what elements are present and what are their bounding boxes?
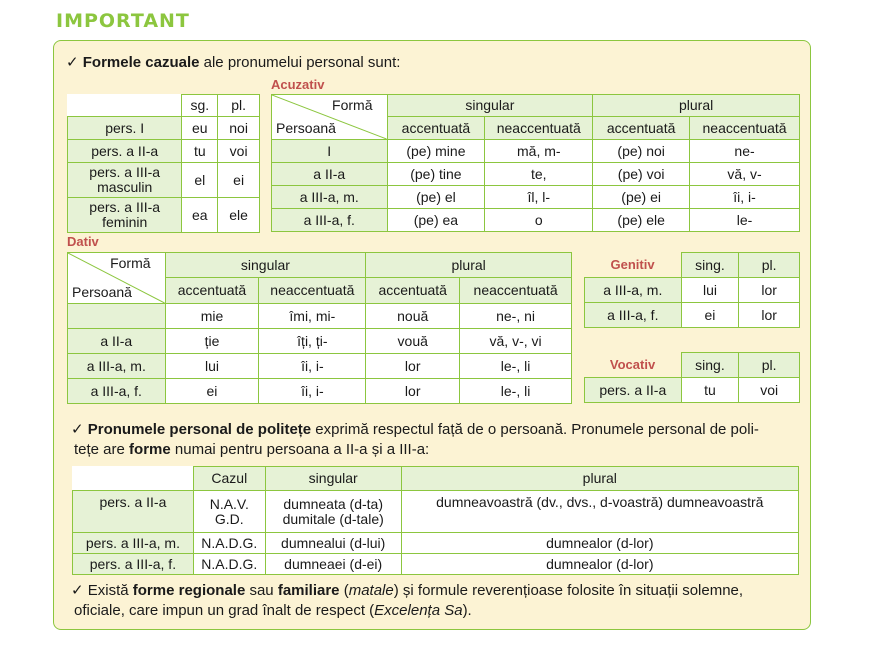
dat-plural-header: plural bbox=[366, 253, 572, 278]
voc-row-person: pers. a II-a bbox=[585, 378, 682, 403]
nom-row-pl: voi bbox=[218, 140, 260, 163]
bullet-politete-line2 bbox=[71, 440, 806, 460]
dat-cell: mie bbox=[165, 304, 259, 329]
nom-row-pl: ele bbox=[218, 198, 260, 233]
bullet-regionale-line2 bbox=[71, 601, 806, 621]
bullet-regionale-text: ) și formule reverențioase folosite în situații solemne, bbox=[393, 582, 744, 599]
bullet-politete-bold2: forme bbox=[129, 441, 171, 458]
acuzativ-table bbox=[271, 94, 800, 232]
acc-cell: ne- bbox=[690, 140, 800, 163]
acuzativ-label: Acuzativ bbox=[271, 77, 325, 92]
vocativ-label-cell bbox=[585, 353, 682, 378]
dat-cell: lor bbox=[366, 354, 460, 379]
bullet-regionale-text: oficiale, care impun un grad înalt de respect ( bbox=[74, 602, 375, 619]
acc-cell: (pe) el bbox=[387, 186, 485, 209]
nom-person-gender: feminin bbox=[102, 214, 148, 230]
acc-sub-header: accentuată bbox=[593, 117, 690, 140]
dat-row-person: a III-a, f. bbox=[68, 379, 166, 404]
vocativ-label: Vocativ bbox=[609, 357, 656, 373]
pol-cazul-line: G.D. bbox=[214, 510, 244, 527]
acc-cell: le- bbox=[690, 209, 800, 232]
check-icon: ✓ bbox=[71, 421, 84, 438]
nom-row-person: pers. I bbox=[68, 117, 182, 140]
bullet-regionale-text: Există bbox=[83, 582, 133, 599]
acc-cell: (pe) noi bbox=[593, 140, 690, 163]
pol-singular-line: dumitale (d-tale) bbox=[282, 510, 384, 527]
nom-row-sg: ea bbox=[182, 198, 218, 233]
check-icon: ✓ bbox=[66, 54, 79, 71]
nom-person-line: pers. a III-a bbox=[89, 199, 161, 215]
gen-row-person: a III-a, f. bbox=[585, 303, 682, 328]
bullet-politete-bold: Pronumele personal de politețe bbox=[87, 421, 312, 438]
gen-h-pl: pl. bbox=[739, 253, 800, 278]
dat-cell: vouă bbox=[366, 329, 460, 354]
acc-sub-header: neaccentuată bbox=[485, 117, 593, 140]
acc-cell: vă, v- bbox=[690, 163, 800, 186]
acc-persoana-label: Persoană bbox=[276, 120, 336, 136]
dat-cell: lui bbox=[165, 354, 259, 379]
pol-singular-line: dumneata (d-ta) bbox=[283, 495, 383, 512]
nom-person-line: pers. a III-a bbox=[89, 164, 161, 180]
bullet-regionale bbox=[71, 581, 806, 621]
pol-cazul-cell: N.A.D.G. bbox=[193, 533, 265, 554]
pol-corner bbox=[73, 467, 194, 491]
pol-h-singular: singular bbox=[265, 467, 401, 491]
dat-persoana-label: Persoană bbox=[72, 284, 132, 300]
bullet-politete-text3: numai pentru persoana a II-a și a III-a: bbox=[170, 441, 430, 458]
bullet-cazuale bbox=[66, 53, 400, 73]
vocativ-table bbox=[584, 352, 800, 403]
acc-sub-header: accentuată bbox=[387, 117, 485, 140]
pol-plural-cell: dumneavoastră (dv., dvs., d-voastră) dumneavoastră bbox=[401, 491, 798, 533]
bullet-regionale-line1 bbox=[71, 581, 806, 601]
pol-plural-cell: dumnealor (d-lor) bbox=[401, 533, 798, 554]
nom-h-pl: pl. bbox=[218, 95, 260, 117]
dat-cell: ei bbox=[165, 379, 259, 404]
acc-cell: (pe) ea bbox=[387, 209, 485, 232]
acc-forma-label: Formă bbox=[332, 97, 373, 113]
dat-cell: le-, li bbox=[460, 379, 572, 404]
genitiv-label: Genitiv bbox=[610, 257, 655, 273]
bullet-cazuale-text: ale pronumelui personal sunt: bbox=[199, 54, 401, 71]
dativ-table bbox=[67, 252, 572, 404]
dat-cell: ne-, ni bbox=[460, 304, 572, 329]
acc-cell: (pe) ele bbox=[593, 209, 690, 232]
nom-person-gender: masculin bbox=[97, 179, 153, 195]
nom-row-sg: tu bbox=[182, 140, 218, 163]
acc-row-person: a III-a, m. bbox=[272, 186, 388, 209]
gen-cell: ei bbox=[681, 303, 739, 328]
bullet-politete-text: exprimă respectul față de o persoană. Pronumele personal de poli- bbox=[311, 421, 759, 438]
bullet-politete-line1 bbox=[71, 420, 806, 440]
bullet-regionale-italic: Excelența Sa bbox=[374, 602, 463, 619]
voc-cell: tu bbox=[681, 378, 739, 403]
acc-row-person: a III-a, f. bbox=[272, 209, 388, 232]
pol-plural-cell: dumnealor (d-lor) bbox=[401, 554, 798, 575]
pol-singular-cell: dumneaei (d-ei) bbox=[265, 554, 401, 575]
dat-cell: îi, i- bbox=[259, 379, 366, 404]
nom-row-pl: noi bbox=[218, 117, 260, 140]
nom-row-person bbox=[68, 198, 182, 233]
pol-h-plural: plural bbox=[401, 467, 798, 491]
dat-sub-header: accentuată bbox=[366, 278, 460, 304]
dat-row-person: a II-a bbox=[68, 329, 166, 354]
acc-cell: (pe) mine bbox=[387, 140, 485, 163]
dat-sub-header: neaccentuată bbox=[259, 278, 366, 304]
voc-h-sing: sing. bbox=[681, 353, 739, 378]
important-heading: IMPORTANT bbox=[56, 10, 190, 32]
dat-row-person: a III-a, m. bbox=[68, 354, 166, 379]
pol-singular-cell: dumnealui (d-lui) bbox=[265, 533, 401, 554]
gen-cell: lui bbox=[681, 278, 739, 303]
nom-row-person: pers. a II-a bbox=[68, 140, 182, 163]
dat-cell: le-, li bbox=[460, 354, 572, 379]
nom-row-sg: el bbox=[182, 163, 218, 198]
pol-row-person: pers. a III-a, f. bbox=[73, 554, 194, 575]
bullet-regionale-bold: familiare bbox=[277, 582, 340, 599]
acc-cell: (pe) ei bbox=[593, 186, 690, 209]
dat-diagonal-header bbox=[68, 253, 166, 304]
bullet-regionale-text: ). bbox=[462, 602, 472, 619]
pol-singular-cell bbox=[265, 491, 401, 533]
acc-cell: îl, l- bbox=[485, 186, 593, 209]
pol-row-person: pers. a III-a, m. bbox=[73, 533, 194, 554]
pol-h-cazul: Cazul bbox=[193, 467, 265, 491]
pol-cazul-line: N.A.V. bbox=[209, 495, 249, 512]
genitiv-table bbox=[584, 252, 800, 328]
acc-cell: (pe) voi bbox=[593, 163, 690, 186]
acc-cell: te, bbox=[485, 163, 593, 186]
bullet-regionale-italic: matale bbox=[348, 582, 394, 599]
bullet-cazuale-bold: Formele cazuale bbox=[82, 54, 200, 71]
acc-cell: o bbox=[485, 209, 593, 232]
acc-cell: îi, i- bbox=[690, 186, 800, 209]
acc-diagonal-header bbox=[272, 95, 388, 140]
voc-cell: voi bbox=[739, 378, 800, 403]
gen-cell: lor bbox=[739, 278, 800, 303]
dat-cell: nouă bbox=[366, 304, 460, 329]
voc-h-pl: pl. bbox=[739, 353, 800, 378]
nom-row-pl: ei bbox=[218, 163, 260, 198]
bullet-politete bbox=[71, 420, 806, 460]
pol-cazul-cell: N.A.D.G. bbox=[193, 554, 265, 575]
dat-row-person bbox=[68, 304, 166, 329]
gen-row-person: a III-a, m. bbox=[585, 278, 682, 303]
dat-forma-label: Formă bbox=[110, 255, 151, 271]
pol-row-person: pers. a II-a bbox=[73, 491, 194, 533]
nominativ-corner bbox=[68, 95, 182, 117]
genitiv-label-cell bbox=[585, 253, 682, 278]
acc-sub-header: neaccentuată bbox=[690, 117, 800, 140]
dat-sub-header: neaccentuată bbox=[460, 278, 572, 304]
gen-cell: lor bbox=[739, 303, 800, 328]
nom-row-person bbox=[68, 163, 182, 198]
nom-row-sg: eu bbox=[182, 117, 218, 140]
dat-cell: îi, i- bbox=[259, 354, 366, 379]
dat-singular-header: singular bbox=[165, 253, 366, 278]
dat-cell: ție bbox=[165, 329, 259, 354]
dat-sub-header: accentuată bbox=[165, 278, 259, 304]
acc-cell: (pe) tine bbox=[387, 163, 485, 186]
acc-row-person: a II-a bbox=[272, 163, 388, 186]
bullet-regionale-text: sau bbox=[245, 582, 278, 599]
nom-h-sg: sg. bbox=[182, 95, 218, 117]
dativ-label: Dativ bbox=[67, 234, 99, 249]
dat-cell: lor bbox=[366, 379, 460, 404]
bullet-regionale-text: ( bbox=[339, 582, 349, 599]
dat-cell: îți, ți- bbox=[259, 329, 366, 354]
acc-cell: mă, m- bbox=[485, 140, 593, 163]
gen-h-sing: sing. bbox=[681, 253, 739, 278]
nominativ-table bbox=[67, 94, 260, 233]
acc-singular-header: singular bbox=[387, 95, 593, 117]
check-icon: ✓ bbox=[71, 582, 84, 599]
dat-cell: îmi, mi- bbox=[259, 304, 366, 329]
politete-table bbox=[72, 466, 799, 575]
acc-plural-header: plural bbox=[593, 95, 800, 117]
bullet-politete-text2: tețe are bbox=[74, 441, 130, 458]
acc-row-person: I bbox=[272, 140, 388, 163]
dat-cell: vă, v-, vi bbox=[460, 329, 572, 354]
bullet-regionale-bold: forme regionale bbox=[132, 582, 246, 599]
pol-cazul-cell bbox=[193, 491, 265, 533]
